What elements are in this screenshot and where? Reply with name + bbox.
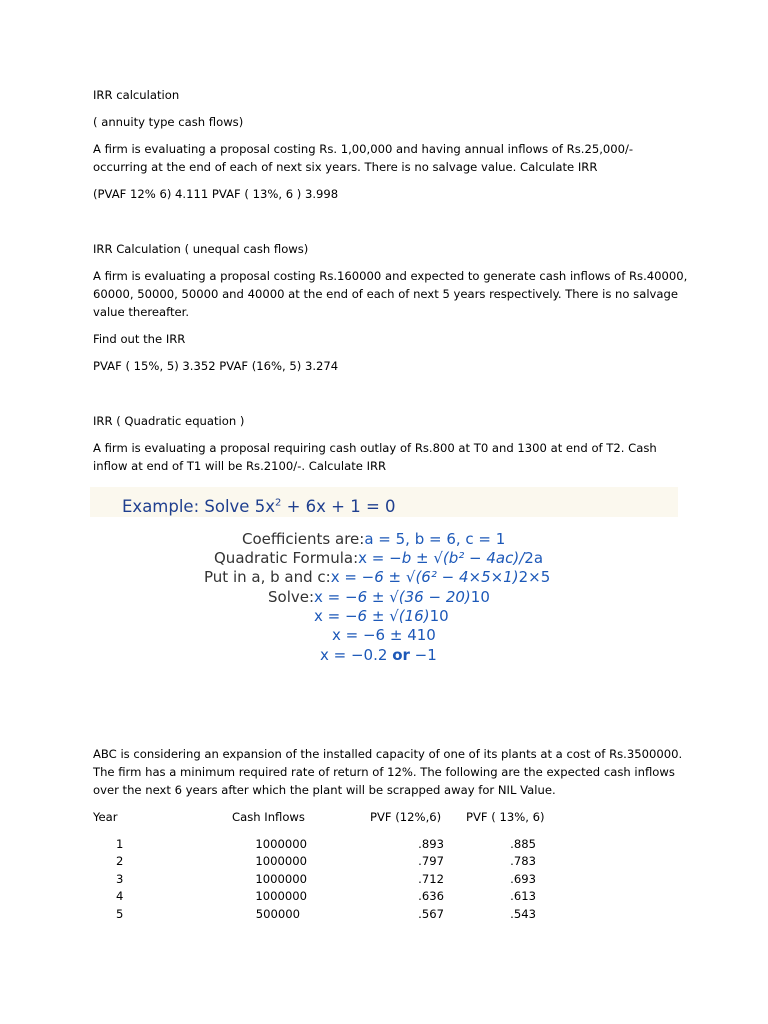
table-cell-year: 1 bbox=[116, 837, 124, 851]
section2-problem-line3: value thereafter. bbox=[93, 305, 190, 319]
section1-problem-line2: occurring at the end of each of next six years. There is no salvage value. Calculate IRR bbox=[93, 160, 598, 174]
table-cell-pvf13: .693 bbox=[510, 872, 536, 886]
table-cell-pvf12: .797 bbox=[418, 854, 444, 868]
table-cell-inflow: 1000000 bbox=[255, 837, 307, 851]
table-cell-year: 4 bbox=[116, 889, 124, 903]
section4-line2: The firm has a minimum required rate of return of 12%. The following are the expected cash inflows bbox=[93, 765, 675, 779]
example-step2: x = −6 ± √(16)10 bbox=[314, 607, 449, 625]
section4-line3: over the next 6 years after which the plant will be scrapped away for NIL Value. bbox=[93, 783, 556, 797]
section3-heading: IRR ( Quadratic equation ) bbox=[93, 414, 245, 428]
table-cell-pvf12: .567 bbox=[418, 907, 444, 921]
section2-problem-line2: 60000, 50000, 50000 and 40000 at the end of each of next 5 years respectively. There is no salvage bbox=[93, 287, 678, 301]
table-cell-year: 2 bbox=[116, 854, 124, 868]
section2-question: Find out the IRR bbox=[93, 332, 186, 346]
section1-problem-line1: A firm is evaluating a proposal costing Rs. 1,00,000 and having annual inflows of Rs.25,000/- bbox=[93, 142, 634, 156]
section1-heading: IRR calculation bbox=[93, 88, 180, 102]
table-cell-pvf13: .613 bbox=[510, 889, 536, 903]
table-cell-pvf12: .893 bbox=[418, 837, 444, 851]
table-cell-year: 5 bbox=[116, 907, 124, 921]
table-cell-inflow: 1000000 bbox=[255, 854, 307, 868]
table-cell-pvf12: .712 bbox=[418, 872, 444, 886]
example-title: Example: Solve $5x^2 + 6x + 1 = 0$ bbox=[122, 497, 396, 516]
section3-problem-line2: inflow at end of T1 will be Rs.2100/-. Calculate IRR bbox=[93, 459, 387, 473]
table-header-pvf-12: PVF (12%,6) bbox=[370, 810, 442, 824]
section4-line1: ABC is considering an expansion of the installed capacity of one of its plants at a cost of Rs.3500000. bbox=[93, 747, 683, 761]
section1-subheading: ( annuity type cash flows) bbox=[93, 115, 244, 129]
table-cell-pvf12: .636 bbox=[418, 889, 444, 903]
table-cell-pvf13: .885 bbox=[510, 837, 536, 851]
section2-factors: PVAF ( 15%, 5) 3.352 PVAF (16%, 5) 3.274 bbox=[93, 359, 339, 373]
table-cell-pvf13: .783 bbox=[510, 854, 536, 868]
table-cell-inflow: 1000000 bbox=[255, 889, 307, 903]
example-result: x = −0.2 or −1 bbox=[320, 646, 437, 664]
table-header-pvf-13: PVF ( 13%, 6) bbox=[466, 810, 545, 824]
example-coefficients: Coefficients are:a = 5, b = 6, c = 1 bbox=[242, 530, 506, 548]
example-solve: Solve:x = −6 ± √(36 − 20)10 bbox=[268, 588, 490, 606]
table-cell-inflow: 500000 bbox=[255, 907, 300, 921]
table-header-cash-inflows: Cash Inflows bbox=[232, 810, 305, 824]
section2-problem-line1: A firm is evaluating a proposal costing Rs.160000 and expected to generate cash inflows of Rs.40000, bbox=[93, 269, 688, 283]
section1-factors: (PVAF 12% 6) 4.111 PVAF ( 13%, 6 ) 3.998 bbox=[93, 187, 339, 201]
table-cell-pvf13: .543 bbox=[510, 907, 536, 921]
example-formula: Quadratic Formula:x = −b ± √(b² − 4ac)/2a bbox=[214, 549, 544, 567]
table-cell-inflow: 1000000 bbox=[255, 872, 307, 886]
section3-problem-line1: A firm is evaluating a proposal requiring cash outlay of Rs.800 at T0 and 1300 at end of T2. Cash bbox=[93, 441, 657, 455]
example-substitute: Put in a, b and c:x = −6 ± √(6² − 4×5×1)2×5 bbox=[204, 568, 551, 586]
table-header-year: Year bbox=[93, 810, 118, 824]
section2-heading: IRR Calculation ( unequal cash flows) bbox=[93, 242, 309, 256]
example-step3: x = −6 ± 410 bbox=[332, 626, 436, 644]
table-cell-year: 3 bbox=[116, 872, 124, 886]
